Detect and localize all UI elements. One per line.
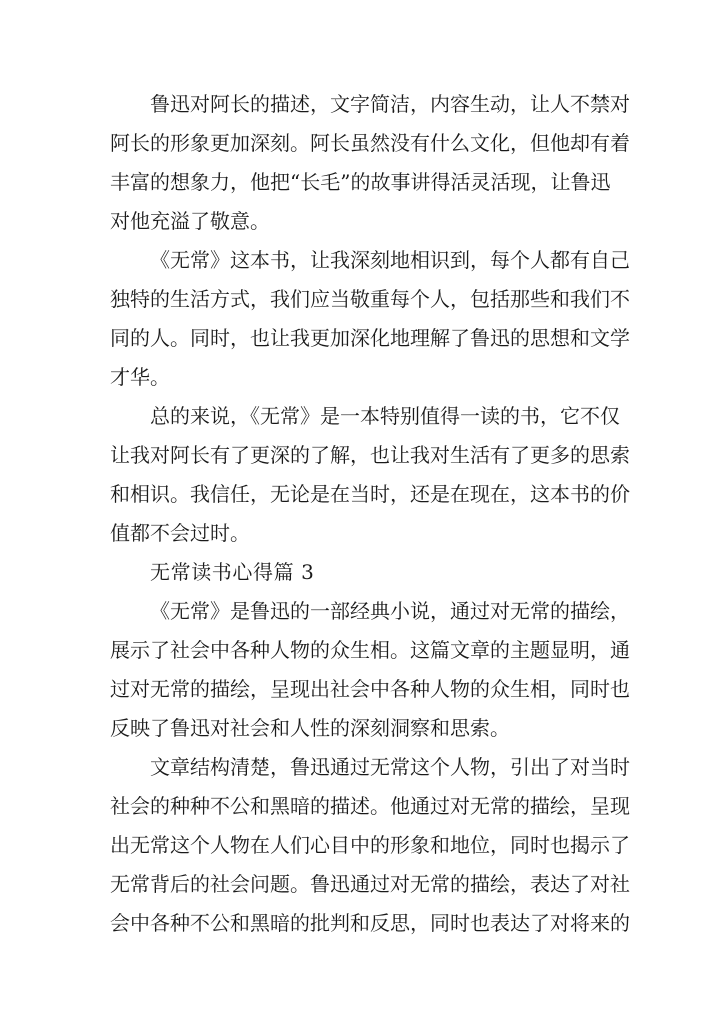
paragraph-line: 文章结构清楚，鲁迅通过无常这个人物，引出了对当时 xyxy=(150,755,630,779)
paragraph-line: 才华。 xyxy=(110,365,170,389)
paragraph-line: 鲁迅对阿长的描述，文字简洁，内容生动，让人不禁对 xyxy=(150,92,630,116)
paragraph-line: 阿长的形象更加深刻。阿长虽然没有什么文化，但他却有着 xyxy=(110,131,630,155)
paragraph-line: 丰富的想象力，他把“长毛”的故事讲得活灵活现，让鲁迅 xyxy=(110,170,611,194)
paragraph-line: 《无常》是鲁迅的一部经典小说，通过对无常的描绘， xyxy=(150,599,630,623)
paragraph-line: 展示了社会中各种人物的众生相。这篇文章的主题显明，通 xyxy=(110,638,630,662)
paragraph-line: 和相识。我信任，无论是在当时，还是在现在，这本书的价 xyxy=(110,482,630,506)
paragraph-line: 总的来说，《无常》是一本特别值得一读的书，它不仅 xyxy=(150,404,620,428)
paragraph-line: 《无常》这本书，让我深刻地相识到，每个人都有自己 xyxy=(150,248,630,272)
paragraph-line: 对他充溢了敬意。 xyxy=(110,209,270,233)
paragraph-line: 会中各种不公和黑暗的批判和反思，同时也表达了对将来的 xyxy=(110,911,630,935)
paragraph-line: 值都不会过时。 xyxy=(110,521,250,545)
paragraph-line: 让我对阿长有了更深的了解，也让我对生活有了更多的思索 xyxy=(110,443,630,467)
section-heading: 无常读书心得篇 3 xyxy=(150,560,315,584)
paragraph-line: 反映了鲁迅对社会和人性的深刻洞察和思索。 xyxy=(110,716,510,740)
paragraph-5 xyxy=(110,748,630,943)
paragraph-line: 社会的种种不公和黑暗的描述。他通过对无常的描绘，呈现 xyxy=(110,794,630,818)
paragraph-3 xyxy=(110,397,630,553)
paragraph-line: 同的人。同时，也让我更加深化地理解了鲁迅的思想和文学 xyxy=(110,326,630,350)
document-body xyxy=(110,85,630,943)
paragraph-1 xyxy=(110,85,630,241)
paragraph-line: 独特的生活方式，我们应当敬重每个人，包括那些和我们不 xyxy=(110,287,630,311)
paragraph-line: 出无常这个人物在人们心目中的形象和地位，同时也揭示了 xyxy=(110,833,630,857)
paragraph-line: 无常背后的社会问题。鲁迅通过对无常的描绘，表达了对社 xyxy=(110,872,630,896)
paragraph-4 xyxy=(110,592,630,748)
paragraph-line: 过对无常的描绘，呈现出社会中各种人物的众生相，同时也 xyxy=(110,677,630,701)
paragraph-2 xyxy=(110,241,630,397)
